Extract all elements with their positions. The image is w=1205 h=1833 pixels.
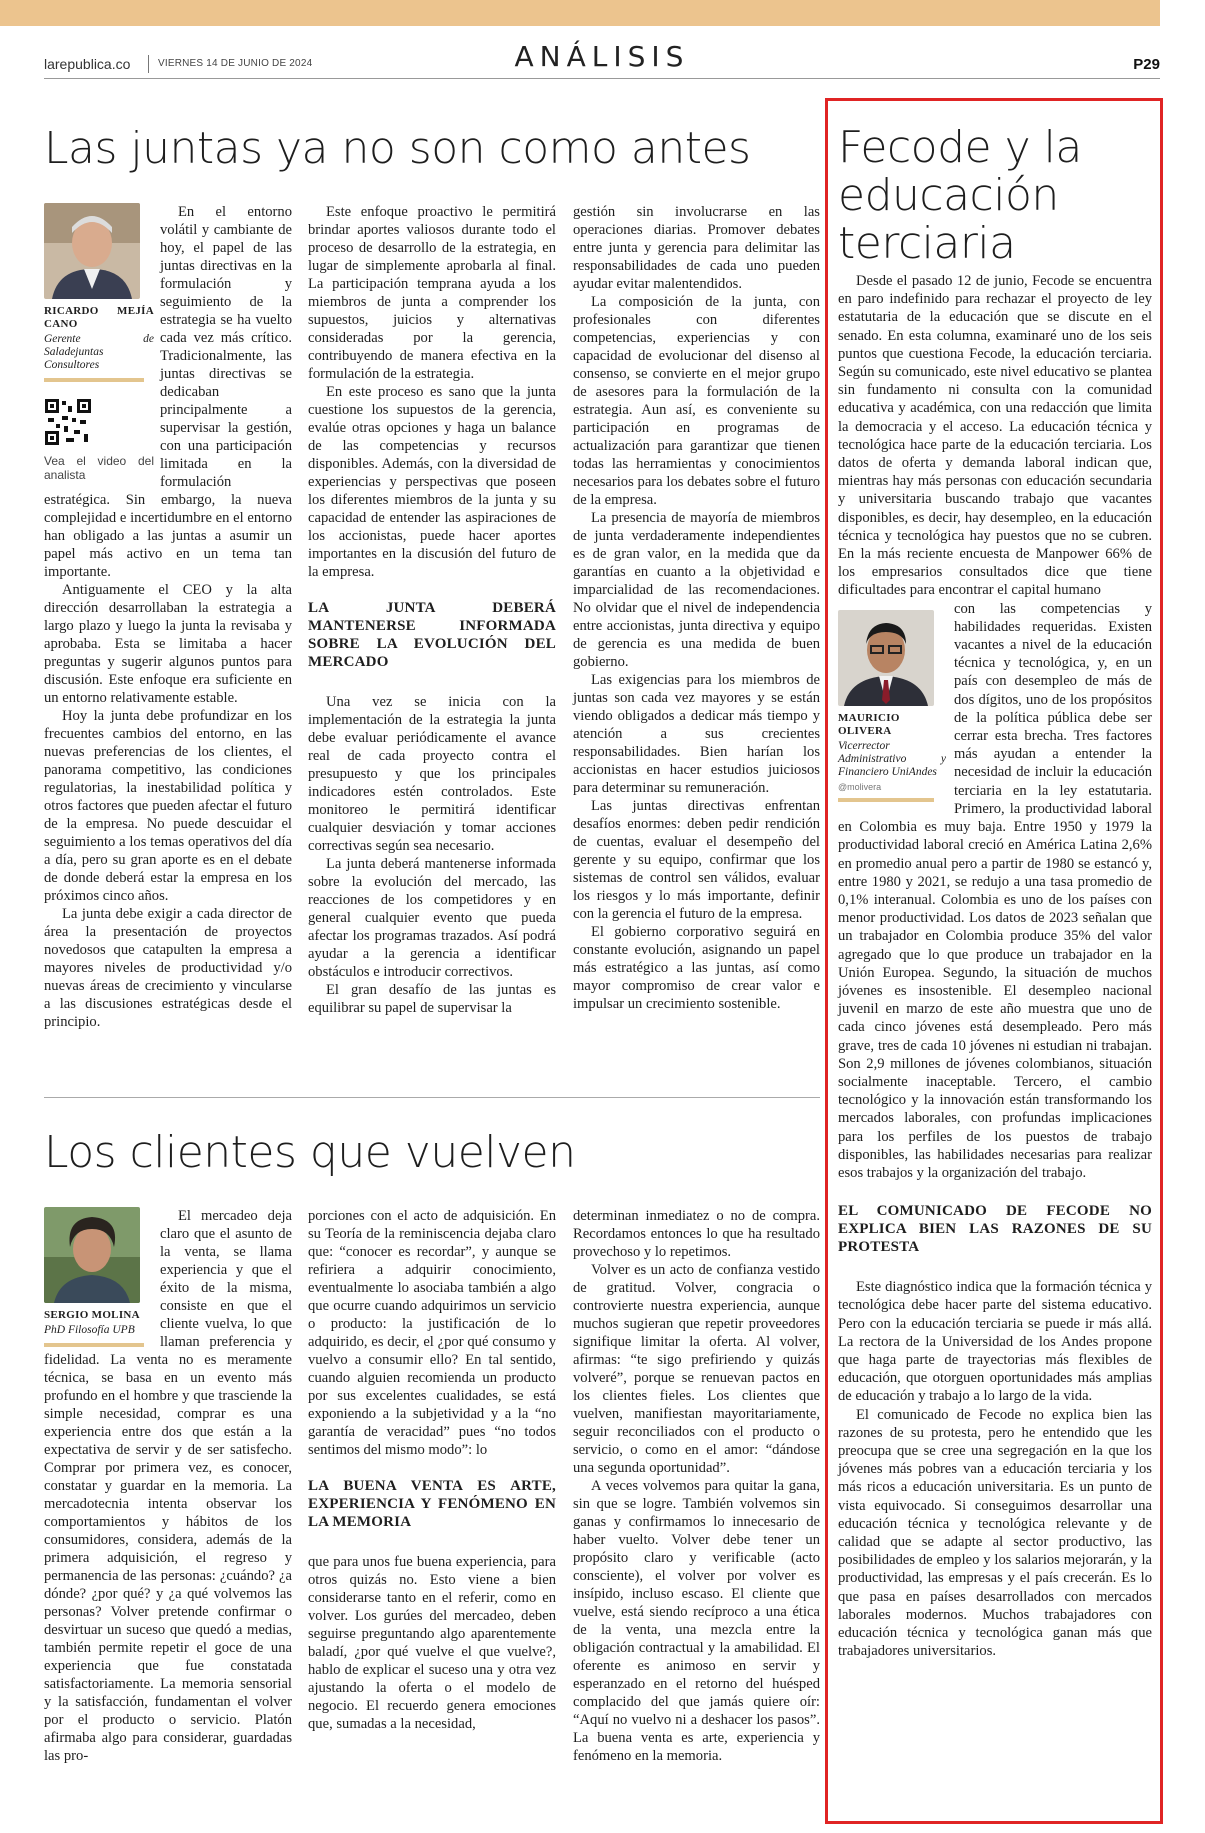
- paragraph: En este proceso es sano que la junta cuestione los supuestos de la gerencia, evalúe otras opciones y haga un balance de las competencias y recursos disponibles. Además, con la diversidad de experiencias y perspectivas que poseen los diferentes miembros de la junta y su capacidad de entender las aspiraciones de los accionistas, puede hacer aportes importantes en la discusión del futuro de la empresa.: [308, 384, 556, 580]
- article-title-fecode: Fecode y la educación terciaria: [838, 122, 1082, 269]
- paragraph: porciones con el acto de adquisición. En su Teoría de la reminiscencia dejaba claro que: “conocer es recordar”, y aunque se refiriera a adquirir conocimiento, eventualmente lo asociaba también a algo que ocurre cuando adquirimos un servicio o producto: la justificación de lo adquirido, es decir, el ¿por qué consumo y vuelvo a consumir ello? En tal sentido, cuando alguien recomienda un producto por sus excelentes cualidades, se está exponiendo a la subjetividad y a la “no garantía de veracidad” pues “no todos sentimos del mismo modo”: lo: [308, 1208, 556, 1458]
- qr-caption: Vea el video del analista: [44, 454, 154, 482]
- author-handle[interactable]: @molivera: [838, 781, 882, 792]
- top-accent-bar: [0, 0, 1160, 26]
- paragraph: Desde el pasado 12 de junio, Fecode se encuentra en paro indefinido para rechazar el proyecto de ley estatutaria de la educación que se discute en el senado. En esta columna, examinaré uno de los seis puntos que cuestiona Fecode, la educación terciaria. Según su comunicado, este nivel educativo se plantea sin fundamento ni consulta con la comunidad educativa y académica, con una redacción que limita la democracia y el acceso. La educación técnica y tecnológica hace parte de la educación terciaria. Los datos de oferta y demanda laboral indican que, mientras hay más personas con educación secundaria y universitaria buscando trabajo que vacantes disponibles, es decir, hay desempleo, en la educación técnica y tecnológica hay puestos que no se cubren. En la más reciente encuesta de Manpower 66% de los empresarios consultados dice que tiene dificultades para encontrar el capital humano: [838, 273, 1152, 599]
- author-name: MAURICIO OLIVERA: [838, 711, 900, 737]
- article-title-clientes: Los clientes que vuelven: [44, 1127, 576, 1178]
- author-role: PhD Filosofía UPB: [44, 1324, 135, 1336]
- paragraph: El mercadeo deja claro que el asunto de la venta, se llama experiencia y que el éxito de la misma, consiste en que el cliente vuelva, lo que llaman preferencia y fidelidad. La venta no es meramente técnica, se basa en un evento más profundo en el hombre y que trasciende la simple necesidad, comprar es una experiencia entre dos que están a la expectativa de servir y de ser satisfecho. Comprar por primera vez, es conocer, constatar y guardar en la memoria. La mercadotecnia intenta observar los comportamientos y hábitos de los consumidores, considera, además de la primera adquisición, el regreso y permanencia de las personas: ¿cuándo? ¿a dónde? ¿por qué? y ¿a qué volvemos las personas? Volver pretende confirmar o desvirtuar un suceso que quedó a medias, también permite repetir el goce de una experiencia que fue constatada satisfactoriamente. La memoria sensorial y la satisfacción, fundamentan el volver por el producto o servicio. Platón afirmaba algo para considerar, guardadas las pro-: [44, 1208, 292, 1764]
- author-rule: [44, 1343, 144, 1347]
- header-rule: [44, 78, 1160, 79]
- paragraph: La composición de la junta, con profesionales con diferentes competencias, experiencias y con capacidad de evolucionar del disenso al consenso, se convierte en el mejor grupo de asesores para la formulación de la estrategia. Aun así, es conveniente su participación en programas de actualización para garantizar que tienen todas las herramientas y conocimientos necesarios para los debates sobre el futuro de la empresa.: [573, 294, 820, 508]
- article-fecode-body: [838, 272, 1152, 1660]
- paragraph: En el entorno volátil y cambiante de hoy, el papel de las juntas directivas en la formulación y seguimiento de la estrategia se ha vuelto cada vez más crítico. Tradicionalmente, las juntas directivas se dedicaban principalmente a supervisar la gestión, con una participación limitada en la formulación estratégica. Sin embargo, la nueva complejidad e incertidumbre en el entorno han obligado a las juntas a asumir un papel más activo en un tema tan importante.: [44, 204, 292, 580]
- paragraph: determinan inmediatez o no de compra. Recordamos entonces lo que ha resultado provechoso y lo repetimos.: [573, 1208, 820, 1260]
- paragraph: que para unos fue buena experiencia, para otros quizás no. Esto viene a bien considerarse tanto en el referir, como en volver. Los gurúes del mercadeo, deben seguirse preguntando algo aparentemente baladí, ¿por qué vuelve el que vuelve?, hablo de explicar el suceso una y otra vez ajustando la oferta o el modelo de negocio. El recuerdo genera emociones que, sumadas a la necesidad,: [308, 1554, 556, 1732]
- article-subhead: EL COMUNICADO DE FECODE NO EXPLICA BIEN LAS RAZONES DE SU PROTESTA: [838, 1203, 1152, 1256]
- site-name[interactable]: larepublica.co: [44, 56, 131, 72]
- article-subhead: LA JUNTA DEBERÁ MANTENERSE INFORMADA SOBRE LA EVOLUCIÓN DEL MERCADO: [308, 600, 556, 670]
- article-subhead: LA BUENA VENTA ES ARTE, EXPERIENCIA Y FENÓMENO EN LA MEMORIA: [308, 1478, 556, 1530]
- article-juntas-col2: [308, 203, 556, 1017]
- author-name: SERGIO MOLINA: [44, 1309, 140, 1321]
- paragraph: Hoy la junta debe profundizar en los frecuentes cambios del entorno, en las nuevas preferencias de los clientes, el panorama competitivo, las condiciones regulatorias, la inestabilidad política y otros factores que pueden afectar el futuro de la empresa. No puede descuidar el seguimiento a los temas operativos del día a día, pero su gran aporte es en el debate de donde deberá estar la empresa en los próximos cinco años.: [44, 708, 292, 904]
- paragraph: El comunicado de Fecode no explica bien las razones de su protesta, pero he entendido que les preocupa que se cree una segregación en la que los jóvenes más pobres van a educación terciaria y los más ricos a educación universitaria. Es un punto de vista equivocado. Si conseguimos desarrollar una educación técnica y tecnológica relevante y de calidad que se adapte al sector productivo, las posibilidades de empleo y los salarios mejorarán, y la productividad, las empresas y el país crecerán. Es lo que pasa en países desarrollados con mercados laborales modernos. Muchos trabajadores con educación técnica y tecnológica ganan más que trabajadores universitarios.: [838, 1406, 1152, 1660]
- page-header: [44, 26, 1160, 78]
- article-juntas-col3: [573, 203, 820, 1013]
- paragraph: Las juntas directivas enfrentan desafíos enormes: deben pedir rendición de cuentas, evaluar el desempeño del gerente y su equipo, confirmar que los sistemas de control sen válidos, evaluar los riesgos y lo más importante, definir con la gerencia el futuro de la empresa.: [573, 798, 820, 922]
- article-clientes-col3: [573, 1207, 820, 1765]
- paragraph: Las exigencias para los miembros de juntas son cada vez mayores y se están viendo obligados a dedicar más tiempo y atención a sus crecientes responsabilidades. Bien harían los accionistas en hacer estudios juiciosos para determinar su remuneración.: [573, 672, 820, 796]
- paragraph: La presencia de mayoría de miembros de junta verdaderamente independientes es de gran valor, en la medida que da garantías en cuanto a la objetividad e imparcialidad de las recomendaciones. No olvidar que el nivel de independencia entre accionistas, junta directiva y equipo de gerencia es una medida de buen gobierno.: [573, 510, 820, 670]
- author-role: Gerente de Saladejuntas Consultores: [44, 333, 154, 371]
- author-photo: [838, 610, 934, 706]
- paragraph: El gran desafío de las juntas es equilibrar su papel de supervisar la: [308, 982, 556, 1016]
- author-rule: [838, 798, 934, 802]
- author-rule: [44, 378, 144, 382]
- paragraph: Este diagnóstico indica que la formación técnica y tecnológica debe hacer parte del sistema educativo. Pero con la educación terciaria se puede ir más allá. La rectora de la Universidad de los Andes propone que haga parte de trayectorias más flexibles de educación, que otorguen oportunidades más amplias de educación y trabajo a lo largo de la vida.: [838, 1279, 1152, 1405]
- author-role: Vicerrector Administrativo y Financiero UniAndes: [838, 739, 946, 778]
- paragraph: con las competencias y habilidades requeridas. Existen vacantes a nivel de la educación técnica y tecnológica, y, en un país con desempleo de más de dos dígitos, uno de los propósitos de la política pública debe ser cerrar esta brecha. Tres factores más ayudan a entender la necesidad de incluir la educación terciaria en la ley estatutaria. Primero, la productividad laboral en Colombia es muy baja. Entre 1950 y 1979 la productividad laboral creció en América Latina 2,6% en promedio anual pero a partir de 1980 se estancó y, entre 1980 y 2021, se redujo a una tasa promedio de 0,1% interanual. Colombia es uno de los países con menor productividad. Los datos de 2023 señalan que un trabajador en Colombia produce 35% del valor agregado que lo que produce un trabajador en la Unión Europea. Segundo, la situación de muchos jóvenes es insostenible. El desempleo nacional juvenil en marzo de este año muestra que uno de cada cinco jóvenes está desempleado. Pero más grave, tres de cada 10 jóvenes ni estudian ni trabajan. Son 2,9 millones de jóvenes colombianos, situación socialmente inaceptable. Tercero, el cambio tecnológico y la innovación están transformando los mercados laborales, con profundas implicaciones para los perfiles de los puestos de trabajo disponibles, las habilidades necesarias para realizar esos trabajos y la organización del trabajo.: [838, 600, 1152, 1181]
- author-name: RICARDO MEJÍA CANO: [44, 305, 154, 330]
- article-clientes-col1: [44, 1207, 292, 1765]
- author-box-clientes: [44, 1207, 154, 1347]
- qr-code-icon[interactable]: [44, 398, 92, 446]
- article-juntas-col1: [44, 203, 292, 1031]
- article-divider: [44, 1097, 820, 1098]
- paragraph: La junta deberá mantenerse informada sobre la evolución del mercado, las reacciones de los competidores y en general cualquier evento que pueda afectar los programas trazados. Así podrá ayudar a la gerencia a identificar obstáculos e introducir correctivos.: [308, 856, 556, 980]
- section-title: ANÁLISIS: [514, 40, 690, 73]
- paragraph: A veces volvemos para quitar la gana, sin que se logre. También volvemos sin ganas y confirmamos lo innecesario de haber vuelto. Volver debe tener un propósito claro y verificable (acto consciente), el volver por volver es insípido, incluso escaso. El cliente que vuelve, está siendo recíproco a una ética de la venta, una mezcla entre la obligación contractual y la amabilidad. El oferente es animoso en servir y esperanzado en el retorno del huésped complacido del que jamás quiere oír: “Aquí no vuelvo ni a deshacer los pasos”. La buena venta es arte, experiencia y fenómeno en la memoria.: [573, 1478, 820, 1764]
- paragraph: gestión sin involucrarse en las operaciones diarias. Promover debates entre junta y gerencia para delimitar las responsabilidades de cada uno pueden ayudar evitar malentendidos.: [573, 204, 820, 292]
- article-clientes-col2: [308, 1207, 556, 1733]
- paragraph: La junta debe exigir a cada director de área la presentación de proyectos novedosos que catapulten la empresa a mayores niveles de productividad y/o nuevas áreas de crecimiento y vincularse a las discusiones estratégicas desde el principio.: [44, 906, 292, 1030]
- paragraph: Una vez se inicia con la implementación de la estrategia la junta debe evaluar periódicamente el avance real de cada proyecto contra el presupuesto y que los principales indicadores estén controlados. Este monitoreo le permitirá identificar cualquier desviación y tomar acciones correctivas según sea necesario.: [308, 694, 556, 854]
- author-box-fecode: [838, 610, 946, 802]
- paragraph: Volver es un acto de confianza vestido de gratitud. Volver, congracia o controvierte nuestra experiencia, aunque muchos sugieran que repetir proveedores signifique limitar la oferta. Al volver, afirmas: “te sigo prefiriendo y quizás volveré”, porque se renuevan pactos en los clientes fieles. Los clientes que vuelven, manifiestan mayoritariamente, seguir reconciliados con el producto o servicio, o como en el amor: “dándose una segunda oportunidad”.: [573, 1262, 820, 1476]
- paragraph: Este enfoque proactivo le permitirá brindar aportes valiosos durante todo el proceso de desarrollo de la estrategia, en lugar de simplemente aprobarla al final. La participación temprana ayuda a los miembros de junta a comprender los supuestos, juicios y alternativas consideradas por la gerencia, contribuyendo de manera efectiva en la formulación de la estrategia.: [308, 204, 556, 382]
- author-photo: [44, 203, 140, 299]
- paragraph: Antiguamente el CEO y la alta dirección desarrollaban la estrategia a largo plazo y luego la junta la revisaba y aprobaba. Esta se limitaba a hacer preguntas y sugerir algunos puntos para discusión. Este enfoque era suficiente en un entorno relativamente estable.: [44, 582, 292, 706]
- author-photo: [44, 1207, 140, 1303]
- issue-date: VIERNES 14 DE JUNIO DE 2024: [158, 58, 313, 69]
- article-title-juntas: Las juntas ya no son como antes: [44, 123, 751, 174]
- author-box-juntas: [44, 203, 154, 482]
- paragraph: El gobierno corporativo seguirá en constante evolución, asignando un papel más estratégico a las juntas, así como mayor compromiso de crear valor e impulsar un crecimiento sostenible.: [573, 924, 820, 1012]
- page-number: P29: [1133, 56, 1160, 73]
